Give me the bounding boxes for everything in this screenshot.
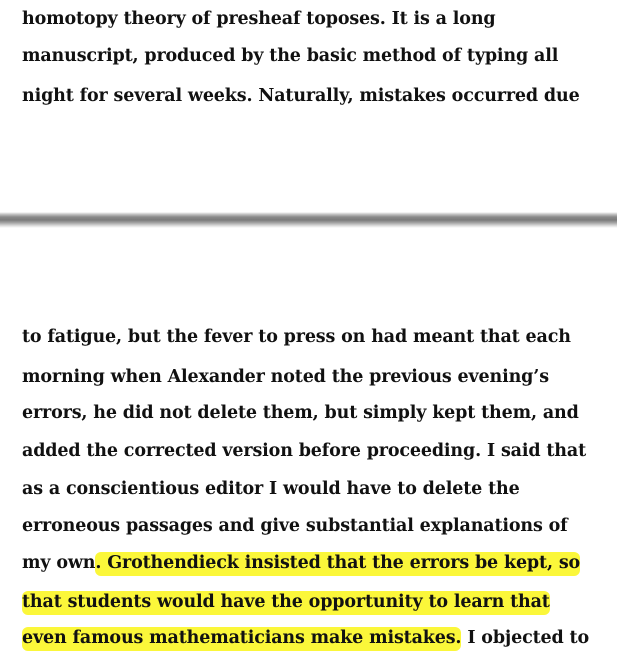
highlighted-text: even famous mathematicians make mistakes. [22, 627, 461, 651]
text-line-highlight-start [22, 552, 580, 574]
document-page-top [0, 0, 617, 212]
plain-text: my own [22, 553, 96, 573]
text-line: morning when Alexander noted the previous evening’s [22, 367, 549, 387]
text-line: errors, he did not delete them, but simply kept them, and [22, 403, 579, 423]
text-line-highlight [22, 591, 550, 613]
text-line: night for several weeks. Naturally, mistakes occurred due [22, 86, 580, 106]
highlighted-text: . Grothendieck insisted that the errors be kept, so [95, 552, 580, 576]
text-line-highlight-end [22, 627, 589, 649]
text-line: to fatigue, but the fever to press on had meant that each [22, 327, 571, 347]
text-line: added the corrected version before proceeding. I said that [22, 441, 586, 461]
plain-text: I objected to [461, 628, 589, 648]
document-page-bottom [0, 228, 617, 657]
highlighted-text: that students would have the opportunity to learn that [22, 591, 550, 615]
text-line: erroneous passages and give substantial explanations of [22, 516, 568, 536]
text-line: manuscript, produced by the basic method of typing all [22, 46, 559, 66]
page-break-separator [0, 212, 617, 228]
text-line: homotopy theory of presheaf toposes. It is a long [22, 9, 496, 29]
text-line: as a conscientious editor I would have to delete the [22, 479, 520, 499]
